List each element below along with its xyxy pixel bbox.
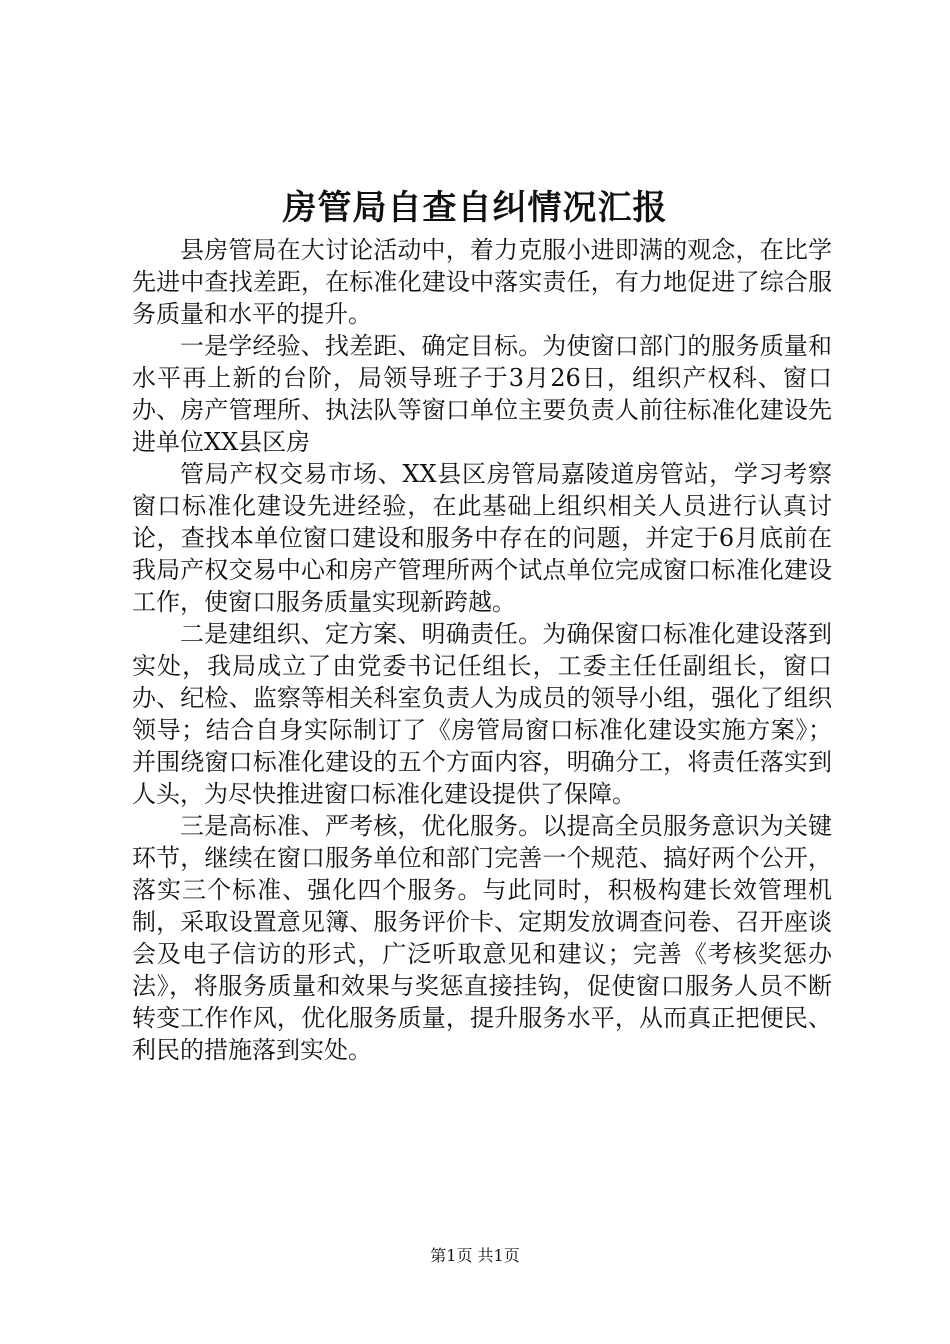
- paragraph-intro: 县房管局在大讨论活动中，着力克服小进即满的观念，在比学先进中查找差距，在标准化建设中落实责任，有力地促进了综合服务质量和水平的提升。: [132, 236, 832, 328]
- paragraph-point-one-continued: 管局产权交易市场、XX县区房管局嘉陵道房管站，学习考察窗口标准化建设先进经验，在此基础上组织相关人员进行认真讨论，查找本单位窗口建设和服务中存在的问题，并定于6月底前在我局产权交易中心和房产管理所两个试点单位完成窗口标准化建设工作，使窗口服务质量实现新跨越。: [132, 460, 832, 616]
- document-title: 房管局自查自纠情况汇报: [282, 188, 668, 228]
- page-footer: 第1页 共1页: [430, 1246, 520, 1265]
- paragraph-point-two: 二是建组织、定方案、明确责任。为确保窗口标准化建设落到实处，我局成立了由党委书记任组长，工委主任任副组长，窗口办、纪检、监察等相关科室负责人为成员的领导小组，强化了组织领导；结合自身实际制订了《房管局窗口标准化建设实施方案》；并围绕窗口标准化建设的五个方面内容，明确分工，将责任落实到人头，为尽快推进窗口标准化建设提供了保障。: [132, 620, 832, 808]
- paragraph-point-one: 一是学经验、找差距、确定目标。为使窗口部门的服务质量和水平再上新的台阶，局领导班子于3月26日，组织产权科、窗口办、房产管理所、执法队等窗口单位主要负责人前往标准化建设先进单位XX县区房: [132, 332, 832, 456]
- paragraph-point-three: 三是高标准、严考核，优化服务。以提高全员服务意识为关键环节，继续在窗口服务单位和部门完善一个规范、搞好两个公开，落实三个标准、强化四个服务。与此同时，积极构建长效管理机制，采取设置意见簿、服务评价卡、定期发放调查问卷、召开座谈会及电子信访的形式，广泛听取意见和建议；完善《考核奖惩办法》，将服务质量和效果与奖惩直接挂钩，促使窗口服务人员不断转变工作作风，优化服务质量，提升服务水平，从而真正把便民、利民的措施落到实处。: [132, 812, 832, 1064]
- document-body: [132, 234, 832, 1066]
